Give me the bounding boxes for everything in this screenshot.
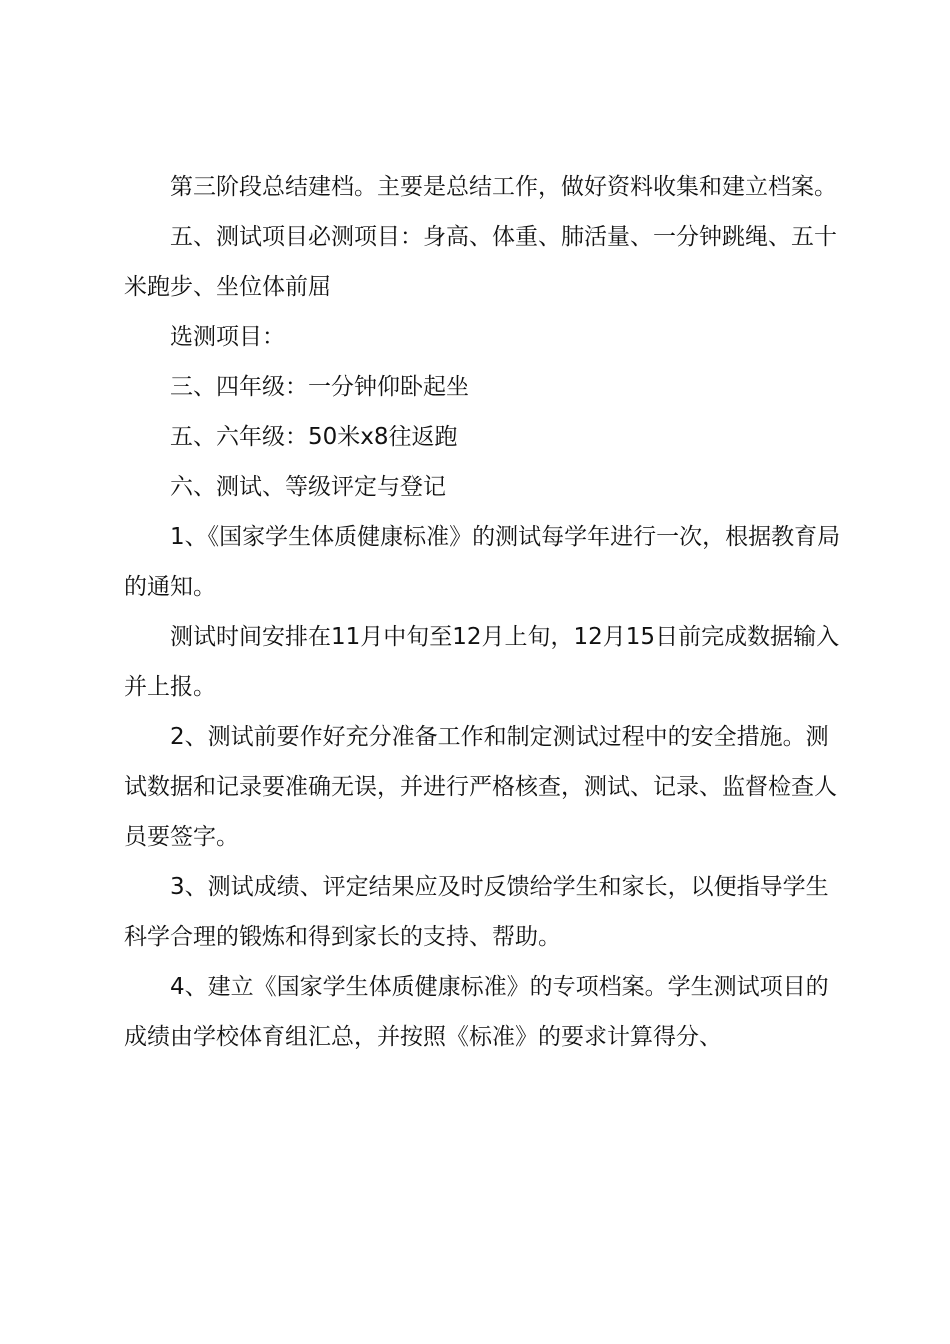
paragraph-test-schedule: 测试时间安排在11月中旬至12月上旬，12月15日前完成数据输入并上报。 xyxy=(124,624,840,700)
paragraph-item-3: 3、测试成绩、评定结果应及时反馈给学生和家长，以便指导学生科学合理的锻炼和得到家长的支持、帮助。 xyxy=(124,874,829,950)
paragraph-grade-3-4: 三、四年级：一分钟仰卧起坐 xyxy=(170,374,469,400)
paragraph-summary-phase: 第三阶段总结建档。主要是总结工作，做好资料收集和建立档案。 xyxy=(170,174,837,200)
paragraph-item-2: 2、测试前要作好充分准备工作和制定测试过程中的安全措施。测试数据和记录要准确无误，并进行严格核查，测试、记录、监督检查人员要签字。 xyxy=(124,724,837,850)
document-body xyxy=(124,162,850,1062)
paragraph-item-1: 1、《国家学生体质健康标准》的测试每学年进行一次，根据教育局的通知。 xyxy=(124,524,841,600)
paragraph-grade-5-6: 五、六年级：50米x8往返跑 xyxy=(170,424,458,450)
paragraph-required-tests: 五、测试项目必测项目：身高、体重、肺活量、一分钟跳绳、五十米跑步、坐位体前屈 xyxy=(124,224,837,300)
paragraph-section-six-heading: 六、测试、等级评定与登记 xyxy=(170,474,446,500)
paragraph-item-4: 4、建立《国家学生体质健康标准》的专项档案。学生测试项目的成绩由学校体育组汇总，并按照《标准》的要求计算得分、 xyxy=(124,974,829,1050)
paragraph-optional-tests-heading: 选测项目： xyxy=(170,324,285,350)
